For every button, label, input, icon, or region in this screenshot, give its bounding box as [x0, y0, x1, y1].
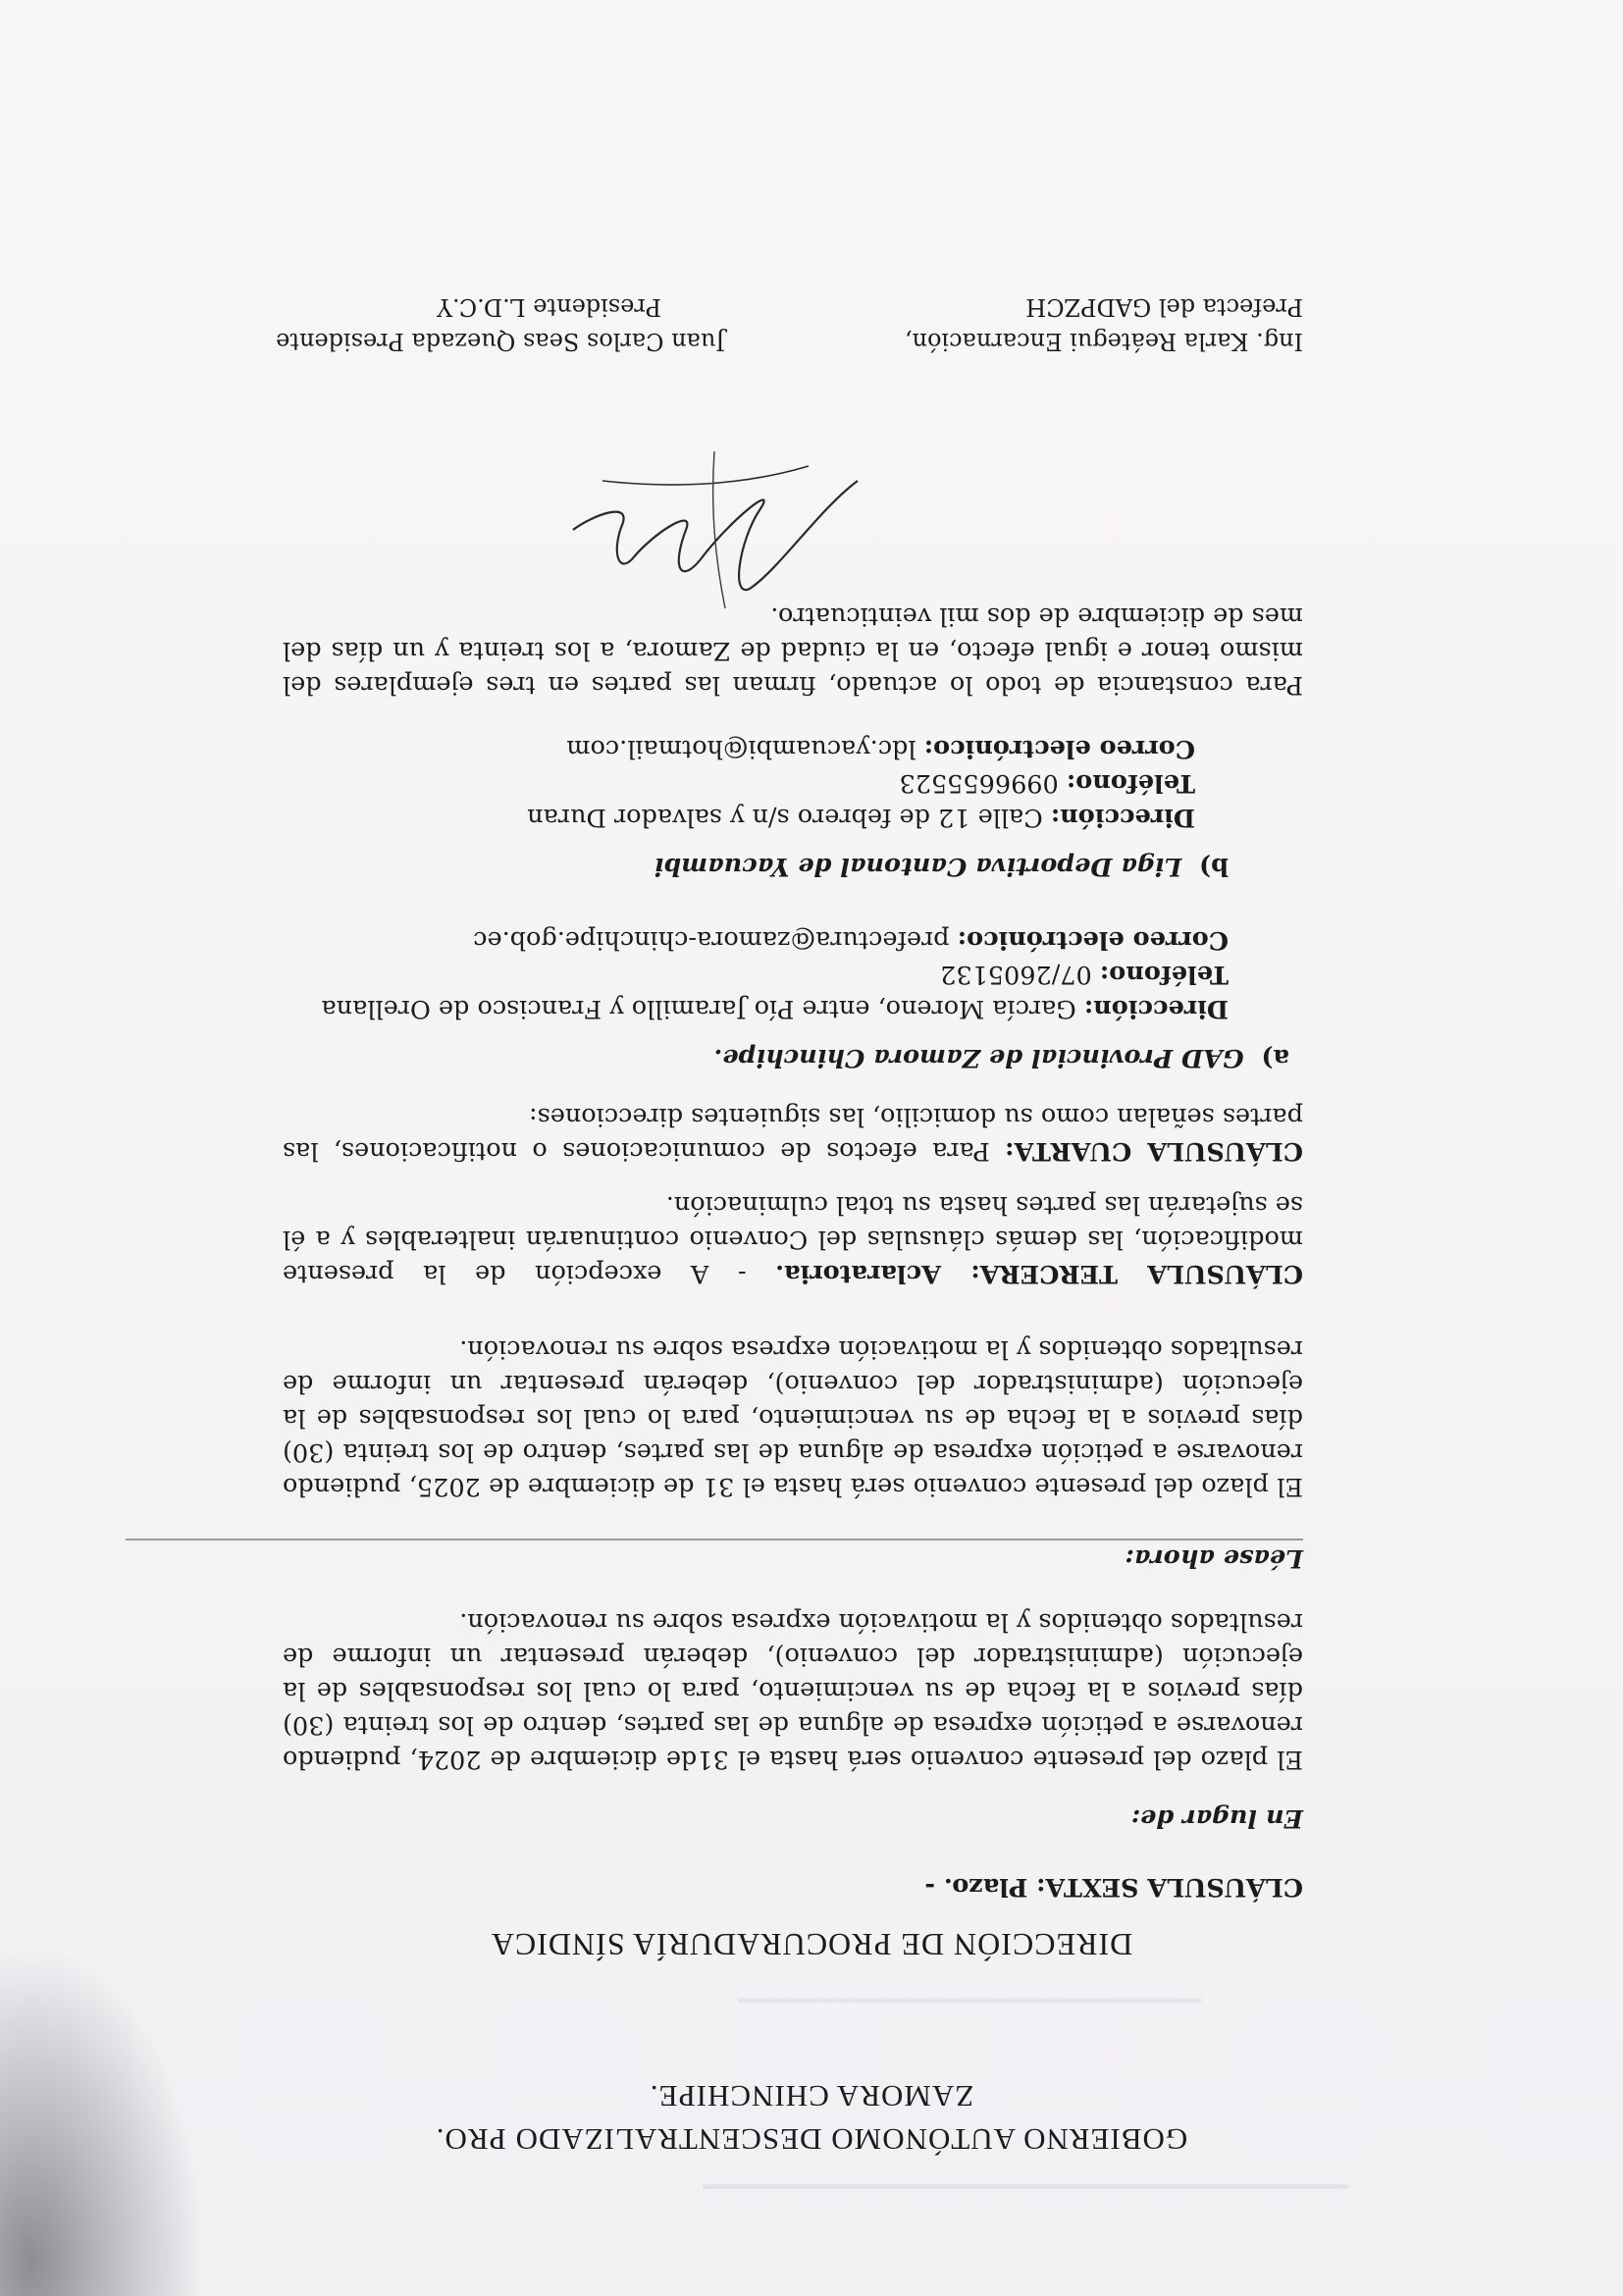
party-a-correo: Correo electrónico: prefectura@zamora-chinchipe.gob.ec	[473, 925, 1229, 955]
party-b-telefono: Teléfono: 0996655523	[899, 768, 1195, 798]
clausula-tercera-paragraph	[283, 1187, 1303, 1290]
header-line-1: GOBIERNO AUTÓNOMO DESCENTRALIZADO PRO.	[435, 2122, 1188, 2157]
signature-scribble	[544, 442, 897, 628]
header-line-3: DIRECCIÓN DE PROCURADURÍA SÍNDICA	[490, 1927, 1133, 1962]
clausula-sexta-title: CLÁUSULA SEXTA: Plazo. -	[924, 1872, 1303, 1902]
clausula-cuarta-text: Para efectos de comunicaciones o notificaciones, las partes señalan como su domicilio, las siguientes direcciones:	[283, 1102, 1303, 1166]
clausula-cuarta-paragraph	[283, 1099, 1303, 1168]
constancia-paragraph: Para constancia de todo lo actuado, firman las partes en tres ejemplares del mismo tenor e igual efecto, en la ciudad de Zamora, a los treinta y un días del mes de diciembre de dos mil veinticuatro.	[283, 601, 1303, 700]
bleed-through-decoration: ━━━━━━━━━━━━━━━━━━━━━━━━━━━━━━━━━━━━━━━	[703, 2170, 1348, 2201]
party-a-direccion: Dirección: García Moreno, entre Pío Jaramillo y Francisco de Orellana	[321, 994, 1229, 1023]
clausula-tercera-title: CLÁUSULA TERCERA: Aclaratoria.	[775, 1259, 1303, 1288]
party-b-name: Liga Deportiva Cantonal de Yacuambi	[654, 852, 1182, 881]
signature-right-role: Presidente L.D.C.Y	[437, 293, 661, 321]
clausula-cuarta-title: CLÁUSULA CUARTA:	[1005, 1136, 1303, 1166]
party-b-marker: b)	[1199, 852, 1229, 881]
lease-ahora-label: Léase ahora:	[1125, 1543, 1303, 1573]
party-a-name: GAD Provincial de Zamora Chinchipe.	[713, 1043, 1244, 1072]
party-b-correo: Correo electrónico: ldc.yacuambi@hotmail.com	[566, 734, 1195, 763]
party-b-direccion: Dirección: Calle 12 de febrero s/n y salvador Duran	[527, 803, 1195, 832]
clausula-sexta-new-text: El plazo del presente convenio será hasta el 31 de diciembre de 2025, pudiendo renovarse a petición expresa de alguna de las partes, dentro de los treinta (30) días previos a la fecha de su vencimiento, para lo cual los responsables de la ejecución (administrador del convenio), deberán presentar un informe de resultados obtenidos y la motivación expresa sobre su renovación.	[283, 1334, 1303, 1501]
party-a-telefono: Teléfono: 07/2605132	[940, 960, 1229, 989]
party-a-marker: a)	[1261, 1043, 1289, 1072]
signature-right-name: Juan Carlos Seas Quezada Presidente	[276, 328, 725, 355]
signature-left-role: Prefecta del GADPZCH	[1025, 293, 1303, 321]
bleed-through-decoration: ━━━━━━━━━━━━━━━━━━━━━━━━━━━━	[737, 1984, 1201, 2014]
section-divider	[126, 1539, 1303, 1540]
en-lugar-de-label: En lugar de:	[1130, 1803, 1303, 1833]
clausula-tercera-text: - A excepción de la presente modificación, las demás cláusulas del Convenio continuarán inalterables y a él se sujetarán las partes hasta su total culminación.	[283, 1190, 1303, 1288]
clausula-sexta-original-text: El plazo del presente convenio será hasta el 31de diciembre de 2024, pudiendo renovarse a petición expresa de alguna de las partes, dentro de los treinta (30) días previos a la fecha de su vencimiento, para lo cual los responsables de la ejecución (administrador del convenio), deberán presentar un informe de resultados obtenidos y la motivación expresa sobre su renovación.	[283, 1607, 1303, 1774]
header-line-2: ZAMORA CHINCHIPE.	[649, 2079, 974, 2113]
signature-left-name: Ing. Karla Reátegui Encarnación,	[904, 328, 1303, 355]
party-b-heading	[247, 849, 1229, 883]
party-a-heading	[308, 1040, 1289, 1074]
